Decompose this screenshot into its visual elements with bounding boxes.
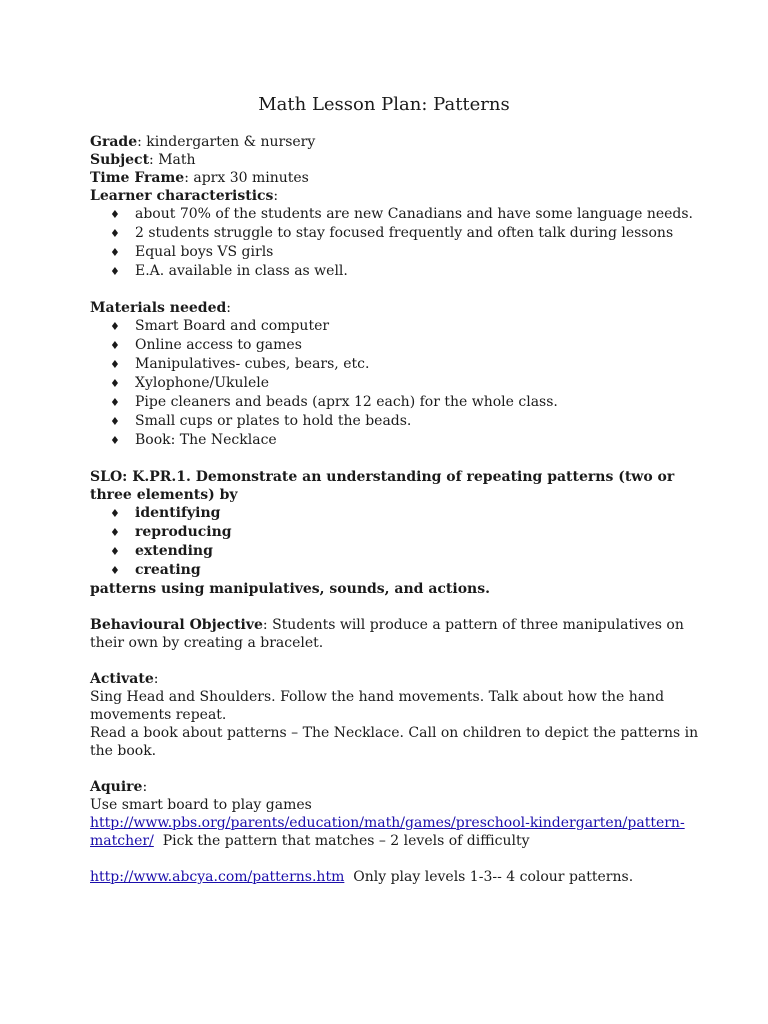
list-item: ♦ identifying [110, 505, 221, 521]
abcya-link-line [90, 868, 690, 886]
diamond-bullet-icon: ♦ [110, 320, 120, 333]
activate-line-4: the book. [90, 743, 157, 759]
grade-label: Grade [90, 134, 138, 150]
diamond-bullet-icon: ♦ [110, 377, 120, 390]
pbs-link-continued[interactable]: matcher/ [90, 833, 154, 849]
time-frame-line [90, 169, 690, 187]
list-item: ♦ E.A. available in class as well. [110, 263, 348, 279]
acquire-heading: Aquire: [90, 779, 148, 795]
slo-line-1: SLO: K.PR.1. Demonstrate an understanding of repeating patterns (two or [90, 469, 675, 485]
diamond-bullet-icon: ♦ [110, 396, 120, 409]
list-item: ♦ Xylophone/Ukulele [110, 375, 270, 391]
diamond-bullet-icon: ♦ [110, 227, 120, 240]
materials-label: Materials needed [90, 300, 227, 316]
spacer [90, 450, 690, 468]
materials-list [90, 317, 690, 450]
list-item: ♦ 2 students struggle to stay focused frequently and often talk during lessons [110, 225, 674, 241]
activate-line-1: Sing Head and Shoulders. Follow the hand movements. Talk about how the hand [90, 689, 665, 705]
diamond-bullet-icon: ♦ [110, 564, 120, 577]
page-title: Math Lesson Plan: Patterns [258, 94, 510, 115]
activate-label: Activate [90, 671, 154, 687]
diamond-bullet-icon: ♦ [110, 208, 120, 221]
diamond-bullet-icon: ♦ [110, 339, 120, 352]
diamond-bullet-icon: ♦ [110, 526, 120, 539]
learner-heading [90, 187, 690, 205]
abcya-link[interactable]: http://www.abcya.com/patterns.htm [90, 869, 345, 885]
pbs-link-line-2 [90, 832, 690, 850]
behavioural-line-2: their own by creating a bracelet. [90, 635, 324, 651]
slo-closing: patterns using manipulatives, sounds, and actions. [90, 581, 490, 597]
diamond-bullet-icon: ♦ [110, 358, 120, 371]
diamond-bullet-icon: ♦ [110, 265, 120, 278]
learner-colon: : [273, 188, 279, 204]
spacer [90, 281, 690, 299]
activate-line-2: movements repeat. [90, 707, 227, 723]
spacer [90, 652, 690, 670]
diamond-bullet-icon: ♦ [110, 246, 120, 259]
spacer [90, 760, 690, 778]
diamond-bullet-icon: ♦ [110, 507, 120, 520]
acquire-line-1: Use smart board to play games [90, 797, 312, 813]
list-item: ♦ creating [110, 562, 201, 578]
activate-heading: Activate: [90, 671, 159, 687]
materials-heading: Materials needed: [90, 300, 231, 316]
list-item: ♦ about 70% of the students are new Canadians and have some language needs. [110, 206, 694, 222]
time-frame-value: : aprx 30 minutes [184, 170, 309, 186]
pbs-link-line-1 [90, 814, 690, 832]
spacer [90, 598, 690, 616]
grade-value: : kindergarten & nursery [137, 134, 316, 150]
list-item: ♦ Manipulatives- cubes, bears, etc. [110, 356, 370, 372]
subject-line [90, 151, 690, 169]
subject-value: : Math [149, 152, 196, 168]
acquire-label: Aquire [90, 779, 143, 795]
list-item: ♦ extending [110, 543, 213, 559]
list-item: ♦ Online access to games [110, 337, 302, 353]
pbs-link-description: Pick the pattern that matches – 2 levels of difficulty [153, 833, 530, 849]
activate-line-3: Read a book about patterns – The Necklace. Call on children to depict the patterns in [90, 725, 699, 741]
learner-list [90, 205, 694, 281]
diamond-bullet-icon: ♦ [110, 434, 120, 447]
list-item: ♦ Book: The Necklace [110, 432, 277, 448]
time-frame-label: Time Frame [90, 170, 185, 186]
slo-list [90, 504, 690, 580]
spacer [90, 850, 690, 868]
slo-line-2: three elements) by [90, 487, 238, 503]
diamond-bullet-icon: ♦ [110, 545, 120, 558]
list-item: ♦ Small cups or plates to hold the beads. [110, 413, 412, 429]
abcya-link-description: Only play levels 1-3-- 4 colour patterns. [344, 869, 634, 885]
list-item: ♦ Equal boys VS girls [110, 244, 274, 260]
list-item: ♦ Smart Board and computer [110, 318, 330, 334]
list-item: ♦ Pipe cleaners and beads (aprx 12 each) for the whole class. [110, 394, 558, 410]
diamond-bullet-icon: ♦ [110, 415, 120, 428]
subject-label: Subject [90, 152, 150, 168]
pbs-link[interactable]: http://www.pbs.org/parents/education/math/games/preschool-kindergarten/pattern- [90, 815, 685, 831]
behavioural-label: Behavioural Objective [90, 617, 263, 633]
grade-line [90, 133, 690, 151]
learner-label: Learner characteristics [90, 188, 274, 204]
document-body [90, 133, 699, 886]
behavioural-line-1: Behavioural Objective: Students will produce a pattern of three manipulatives on [90, 617, 684, 633]
list-item: ♦ reproducing [110, 524, 232, 540]
